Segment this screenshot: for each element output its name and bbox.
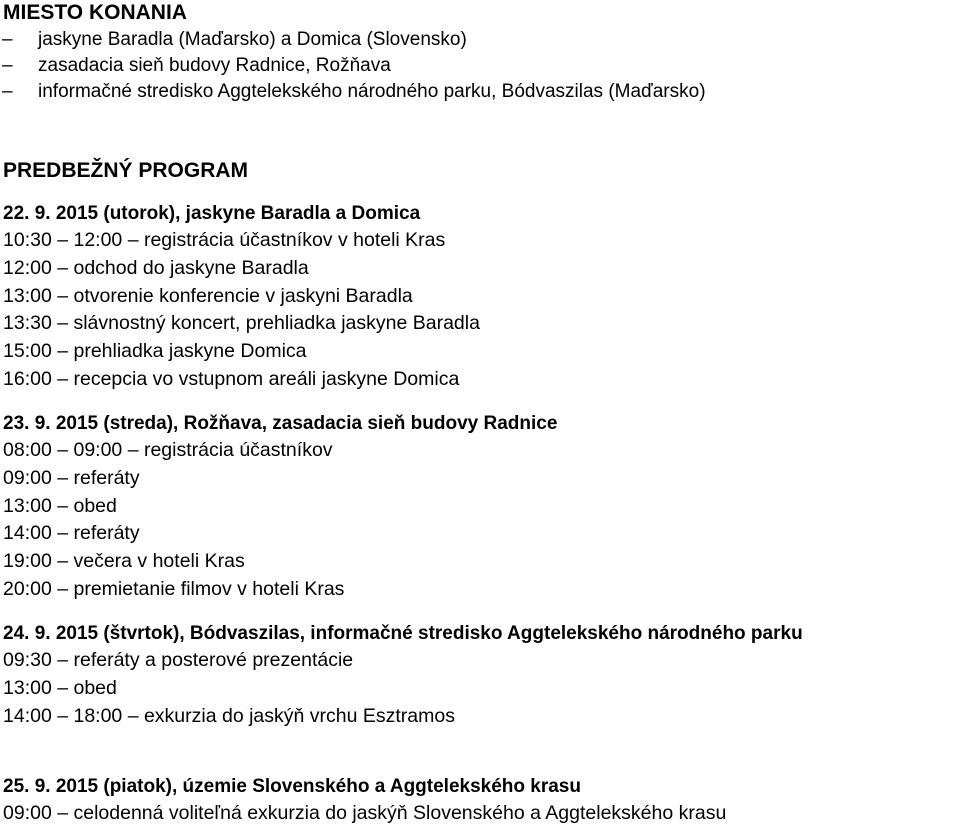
list-item: 10:30 – 12:00 – registrácia účastníkov v hoteli Kras [3,229,446,251]
list-item: 09:30 – referáty a posterové prezentácie [3,649,354,671]
dash-bullet-icon: – [2,81,13,102]
day-entries [3,800,958,828]
list-item: 14:00 – referáty [3,522,140,545]
list-item: 09:00 – celodenná voliteľná exkurzia do jaskýň Slovenského a Aggtelekského krasu [3,802,727,824]
list-item: 12:00 – odchod do jaskyne Baradla [3,256,309,279]
list-item: 13:00 – obed [3,676,117,699]
day-entries [3,437,958,604]
list-item: 09:00 – referáty [3,466,140,489]
list-item: 19:00 – večera v hoteli Kras [3,550,245,573]
venue-item-text: zasadacia sieň budovy Radnice, Rožňava [38,55,391,76]
list-item: 13:30 – slávnostný koncert, prehliadka jaskyne Baradla [3,312,480,335]
list-item: 20:00 – premietanie filmov v hoteli Kras [3,577,345,600]
list-item: 13:00 – obed [3,494,117,517]
program-day [3,200,958,394]
program-heading: PREDBEŽNÝ PROGRAM [3,159,249,182]
venue-item-text: jaskyne Baradla (Maďarsko) a Domica (Slovensko) [38,29,467,50]
list-item: 16:00 – recepcia vo vstupnom areáli jaskyne Domica [3,367,460,390]
program-day [3,773,958,828]
day-title: 22. 9. 2015 (utorok), jaskyne Baradla a Domica [3,203,421,224]
day-title: 23. 9. 2015 (streda), Rožňava, zasadacia sieň budovy Radnice [3,413,558,434]
list-item: 08:00 – 09:00 – registrácia účastníkov [3,439,333,461]
day-title: 24. 9. 2015 (štvrtok), Bódvaszilas, informačné stredisko Aggtelekského národného parku [3,623,803,644]
day-title: 25. 9. 2015 (piatok), územie Slovenského a Aggtelekského krasu [3,776,581,797]
venue-heading: MIESTO KONANIA [3,1,187,24]
program-day [3,410,958,604]
list-item: 14:00 – 18:00 – exkurzia do jaskýň vrchu Esztramos [3,704,455,727]
dash-bullet-icon: – [2,55,13,76]
venue-item-text: informačné stredisko Aggtelekského národného parku, Bódvaszilas (Maďarsko) [38,81,706,102]
list-item: 13:00 – otvorenie konferencie v jaskyni Baradla [3,284,413,307]
day-entries [3,227,958,394]
dash-bullet-icon: – [2,29,13,50]
day-entries [3,647,958,730]
list-item: 15:00 – prehliadka jaskyne Domica [3,340,307,363]
program-day [3,620,958,730]
